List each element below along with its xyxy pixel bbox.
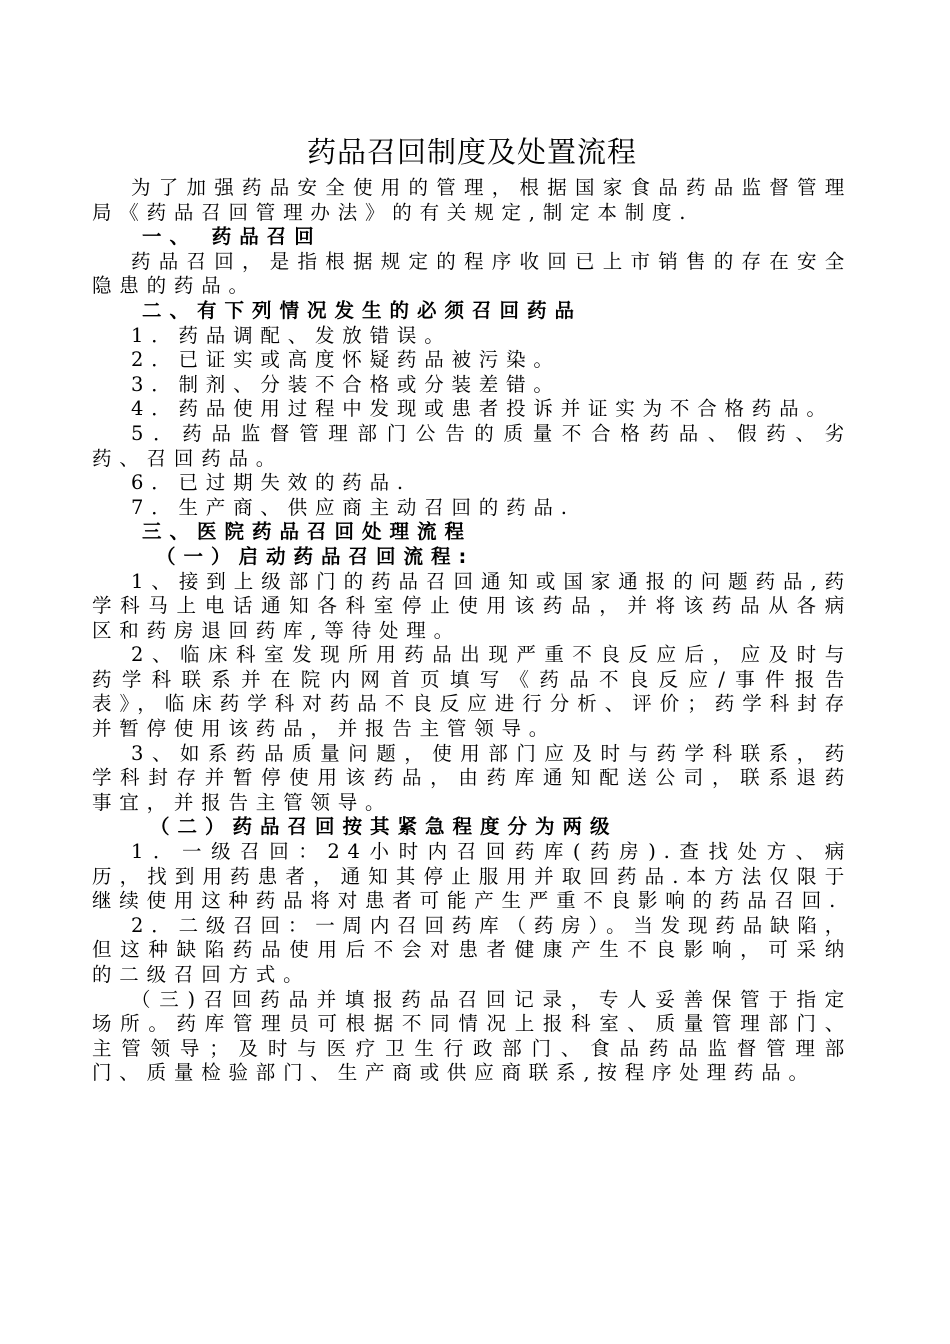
section-2-item-1: 1．药品调配、发放错误。 <box>131 323 452 347</box>
section-2-item-4: 4．药品使用过程中发现或患者投诉并证实为不合格药品。 <box>131 397 834 421</box>
section-3-sub-2-item-1: 1．一级召回：24小时内召回药库(药房).查找处方、病历，找到用药患者，通知其停止服用并取回药品.本方法仅限于继续使用这种药品将对患者可能产生严重不良影响的药品召回. <box>92 840 852 913</box>
section-3-sub-1-item-2: 2、临床科室发现所用药品出现严重不良反应后，应及时与药学科联系并在院内网首页填写《药品不良反应/事件报告表》，临床药学科对药品不良反应进行分析、评价；药学科封存并暂停使用该药品，并报告主管领导。 <box>92 643 852 741</box>
section-3-sub-1-item-1: 1、接到上级部门的药品召回通知或国家通报的问题药品,药学科马上电话通知各科室停止使用该药品，并将该药品从各病区和药房退回药库,等待处理。 <box>92 569 852 642</box>
section-3-heading: 三、医院药品召回处理流程 <box>142 520 473 544</box>
section-2-item-5: 5．药品监督管理部门公告的质量不合格药品、假药、劣药、召回药品。 <box>92 421 852 470</box>
document-title: 药品召回制度及处置流程 <box>306 135 637 169</box>
section-2-heading: 二、有下列情况发生的必须召回药品 <box>142 298 583 322</box>
section-2-item-6: 6．已过期失效的药品. <box>131 471 411 495</box>
section-1-text: 药品召回，是指根据规定的程序收回已上市销售的存在安全隐患的药品。 <box>92 249 852 298</box>
section-3-sub-3-text: （三)召回药品并填报药品召回记录，专人妥善保管于指定场所。药库管理员可根据不同情况上报科室、质量管理部门、主管领导；及时与医疗卫生行政部门、食品药品监督管理部门、质量检验部门、生产商或供应商联系,按程序处理药品。 <box>92 987 852 1085</box>
section-3-sub-2-heading: （二）药品召回按其紧急程度分为两级 <box>150 815 618 839</box>
section-1-heading: 一、 药品召回 <box>142 225 322 249</box>
section-2-item-7: 7．生产商、供应商主动召回的药品. <box>131 495 575 519</box>
section-2-item-3: 3．制剂、分装不合格或分装差错。 <box>131 372 561 396</box>
section-3-sub-1-item-3: 3、如系药品质量问题，使用部门应及时与药学科联系，药学科封存并暂停使用该药品，由药库通知配送公司，联系退药事宜，并报告主管领导。 <box>92 741 852 814</box>
document-page <box>92 130 852 1086</box>
section-3-sub-2-item-2: 2．二级召回：一周内召回药库（药房）。当发现药品缺陷，但这种缺陷药品使用后不会对患者健康产生不良影响，可采纳的二级召回方式。 <box>92 913 852 986</box>
section-3-sub-1-heading: （一）启动药品召回流程: <box>156 544 475 568</box>
section-2-item-2: 2．已证实或高度怀疑药品被污染。 <box>131 348 561 372</box>
intro-paragraph: 为了加强药品安全使用的管理，根据国家食品药品监督管理局《药品召回管理办法》的有关规定,制定本制度. <box>92 176 852 224</box>
